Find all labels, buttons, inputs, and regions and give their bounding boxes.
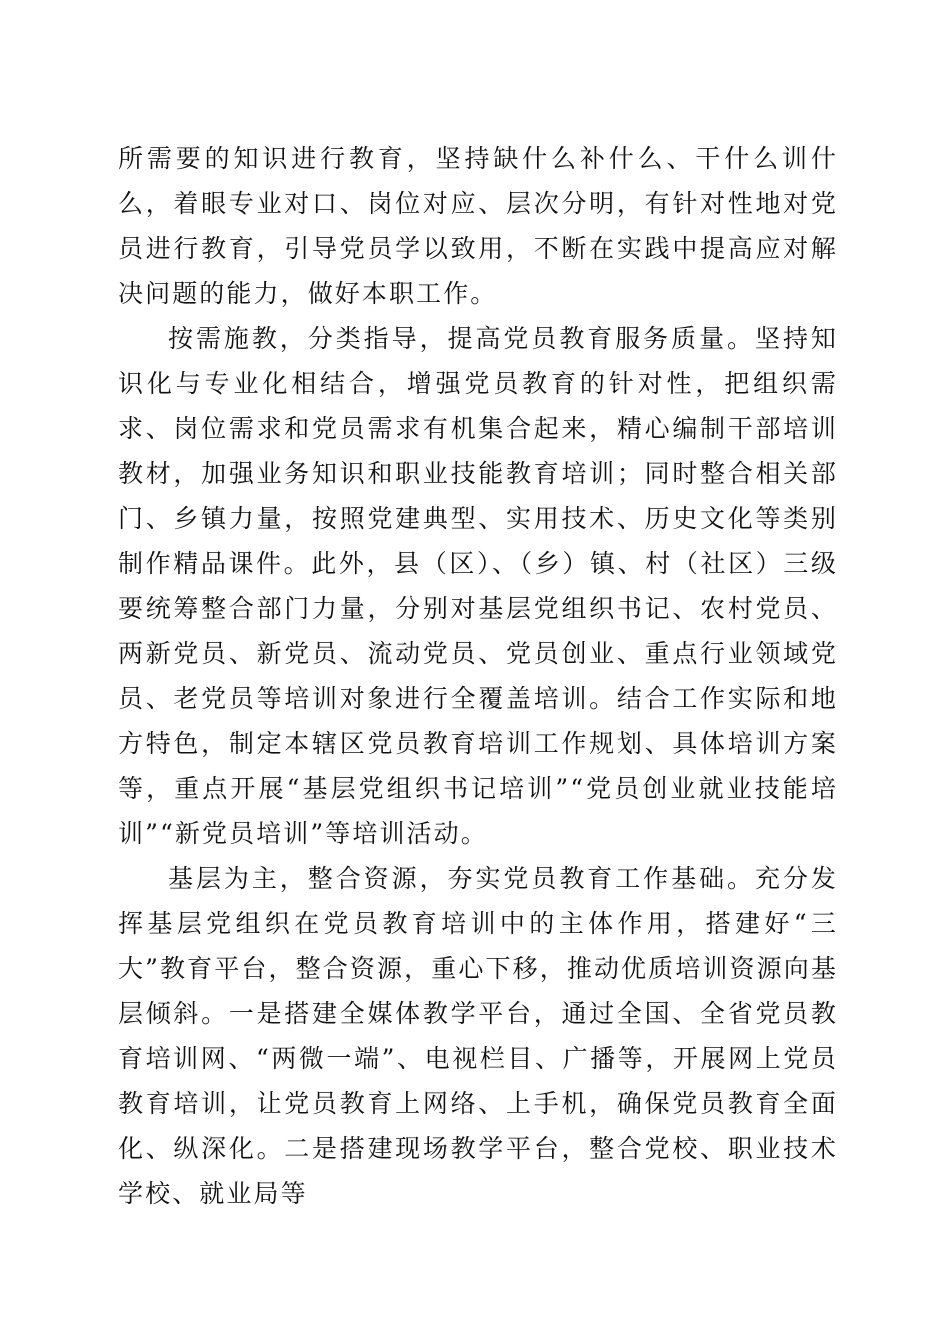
paragraph-classified-guidance: 按需施教，分类指导，提高党员教育服务质量。坚持知识化与专业化相结合，增强党员教育的针对性，把组织需求、岗位需求和党员需求有机集合起来，精心编制干部培训教材，加强业务知识和职业技能教育培训；同时整合相关部门、乡镇力量，按照党建典型、实用技术、历史文化等类别制作精品课件。此外，县（区）、（乡）镇、村（社区）三级要统筹整合部门力量，分别对基层党组织书记、农村党员、两新党员、新党员、流动党员、党员创业、重点行业领域党员、老党员等培训对象进行全覆盖培训。结合工作实际和地方特色，制定本辖区党员教育培训工作规划、具体培训方案等，重点开展“基层党组织书记培训”“党员创业就业技能培训”“新党员培训”等培训活动。 <box>118 324 838 848</box>
document-body <box>118 136 838 1216</box>
paragraph-grassroots-resources: 基层为主，整合资源，夯实党员教育工作基础。充分发挥基层党组织在党员教育培训中的主体作用，搭建好“三大”教育平台，整合资源，重心下移，推动优质培训资源向基层倾斜。一是搭建全媒体教学平台，通过全国、全省党员教育培训网、“两微一端”、电视栏目、广播等，开展网上党员教育培训，让党员教育上网络、上手机，确保党员教育全面化、纵深化。二是搭建现场教学平台，整合党校、职业技术学校、就业局等 <box>118 864 838 1208</box>
paragraph-continuation: 所需要的知识进行教育，坚持缺什么补什么、干什么训什么，着眼专业对口、岗位对应、层次分明，有针对性地对党员进行教育，引导党员学以致用，不断在实践中提高应对解决问题的能力，做好本职工作。 <box>118 144 838 308</box>
